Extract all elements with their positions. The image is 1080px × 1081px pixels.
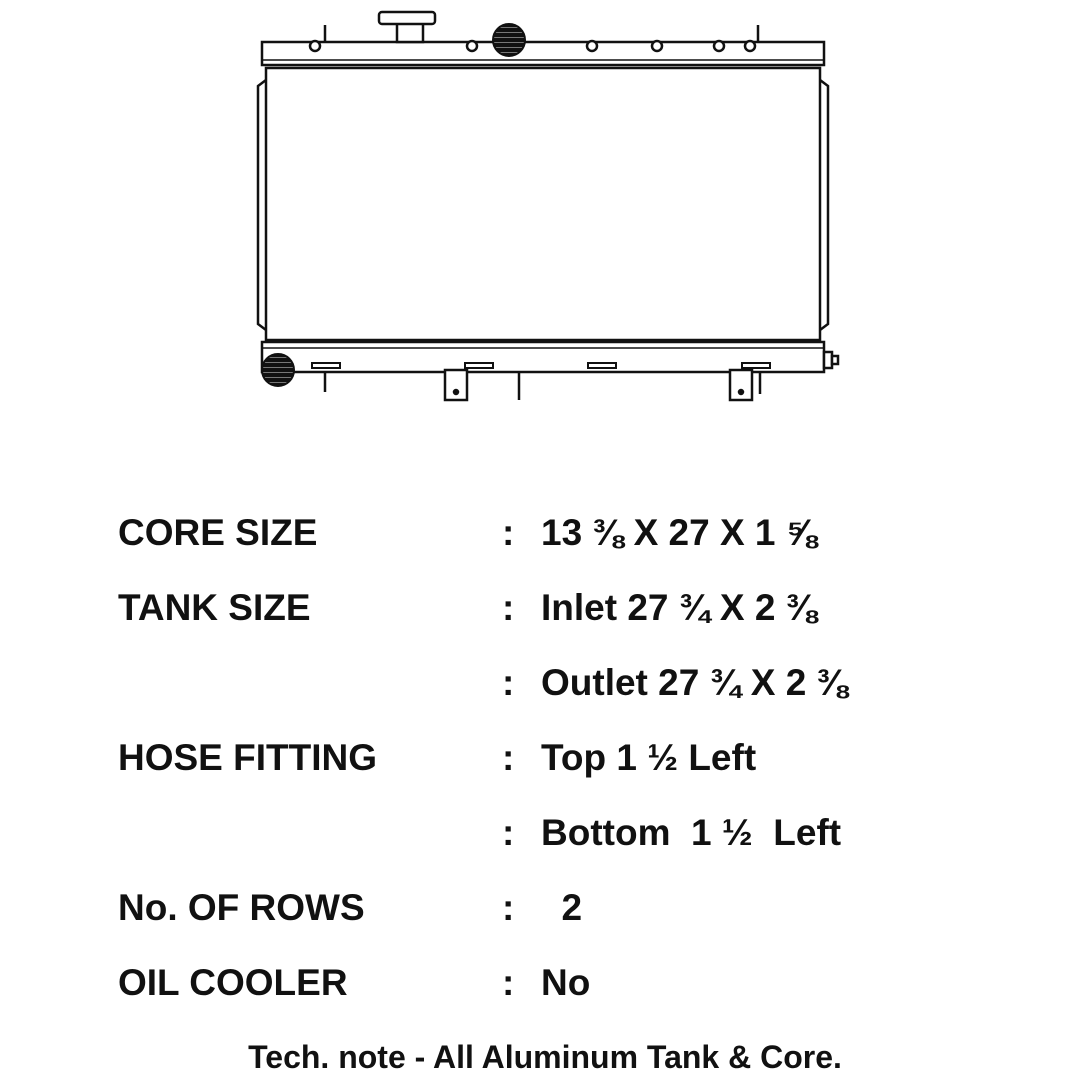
spec-row-tank-size-inlet: [118, 580, 1018, 655]
spec-separator: :: [502, 812, 515, 853]
spec-separator: :: [502, 962, 515, 1003]
spec-label: OIL COOLER: [118, 962, 348, 1003]
top-mounting-pin: [325, 25, 758, 42]
spec-label: No. OF ROWS: [118, 887, 365, 928]
radiator-cap: [379, 12, 435, 42]
spec-value: Bottom 1 ½ Left: [541, 812, 842, 853]
spec-value: Inlet 27 ¾ X 2 ⅜: [541, 587, 817, 628]
spec-row-hose-fitting-top: [118, 730, 1018, 805]
top-tank: [262, 42, 824, 65]
spec-separator: :: [502, 662, 515, 703]
spec-row-tank-size-outlet: [118, 655, 1018, 730]
spec-value: 13 ⅜ X 27 X 1 ⅝: [541, 512, 817, 553]
drain-plug: [824, 352, 838, 368]
spec-label: CORE SIZE: [118, 512, 318, 553]
bottom-bracket-right: [730, 370, 760, 400]
lower-hose-fitting: [262, 354, 294, 386]
radiator-core: [266, 68, 820, 340]
tech-note: Tech. note - All Aluminum Tank & Core.: [248, 1039, 842, 1075]
spec-row-hose-fitting-bottom: [118, 805, 1018, 880]
spec-separator: :: [502, 587, 515, 628]
spec-value: No: [541, 962, 591, 1003]
spec-value: 2: [541, 887, 583, 928]
bottom-tank: [262, 342, 824, 372]
spec-label: TANK SIZE: [118, 587, 311, 628]
spec-separator: :: [502, 737, 515, 778]
spec-row-core-size: [118, 505, 1018, 580]
spec-label: HOSE FITTING: [118, 737, 377, 778]
spec-row-number-of-rows: [118, 880, 1018, 955]
spec-separator: :: [502, 512, 515, 553]
spec-separator: :: [502, 887, 515, 928]
radiator-diagram: [0, 0, 1080, 440]
spec-row-oil-cooler: [118, 955, 1018, 1030]
bottom-bracket-left: [445, 370, 467, 400]
spec-value: Outlet 27 ¾ X 2 ⅜: [541, 662, 848, 703]
upper-hose-fitting: [493, 24, 525, 56]
spec-value: Top 1 ½ Left: [541, 737, 757, 778]
bottom-mounting-pin: [325, 372, 519, 400]
spec-table: [118, 505, 1018, 1030]
